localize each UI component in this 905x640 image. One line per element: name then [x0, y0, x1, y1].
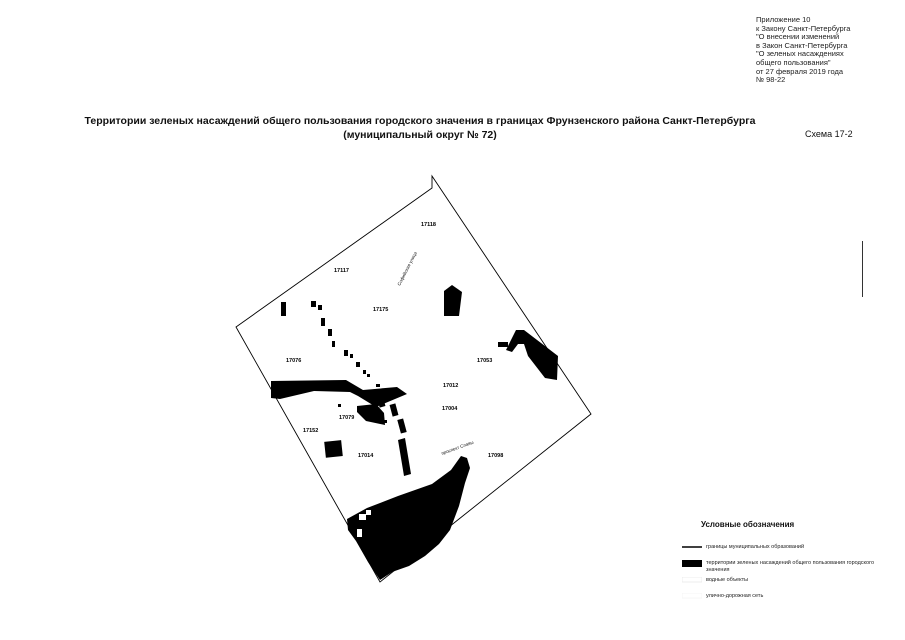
green-area [397, 418, 406, 433]
green-area [328, 329, 332, 336]
green-area [311, 301, 316, 307]
green-area [506, 330, 558, 380]
green-area [338, 404, 341, 407]
water-object [359, 514, 366, 520]
green-area [363, 370, 366, 374]
map-label-17012: 17012 [443, 383, 459, 389]
annex-line: в Закон Санкт-Петербурга [756, 40, 848, 50]
map-label-17098: 17098 [488, 453, 504, 459]
legend-title: Условные обозначения [701, 520, 795, 529]
street-network-icon [682, 593, 702, 599]
street-label-slavy: проспект Славы [440, 439, 475, 456]
annex-line: Приложение 10 [756, 15, 811, 24]
map-label-17117: 17117 [334, 268, 349, 274]
green-area [367, 374, 370, 377]
annex-line: к Закону Санкт-Петербурга [756, 23, 851, 33]
annex-line: № 98-22 [756, 75, 786, 85]
annex-line: "О внесении изменений [756, 32, 840, 42]
map-label-17004: 17004 [442, 406, 458, 412]
map-label-17053: 17053 [477, 358, 493, 364]
green-area [390, 403, 399, 416]
green-area [281, 302, 286, 316]
annex-line: общего пользования" [756, 57, 831, 67]
green-area [384, 420, 387, 423]
legend-text: водные объекты [706, 577, 749, 583]
green-area-fill-icon [682, 560, 702, 568]
street-label-sofiyskaya: Софийская улица [396, 250, 418, 287]
green-area [318, 305, 322, 310]
map-label-17152: 17152 [303, 428, 319, 434]
legend-text: границы муниципальных образований [706, 544, 805, 550]
green-area [376, 384, 380, 387]
water-objects-icon [682, 577, 702, 583]
green-area [321, 318, 325, 326]
green-area [344, 350, 348, 356]
map-label-17079: 17079 [339, 415, 355, 421]
map-label-17014: 17014 [358, 453, 374, 459]
green-area [350, 354, 353, 358]
title-line-2: (муниципальный округ № 72) [343, 129, 497, 141]
green-area [444, 285, 462, 316]
green-area [324, 440, 343, 458]
green-area [398, 438, 411, 476]
green-area [332, 341, 335, 347]
green-area [498, 342, 508, 347]
scheme-number: Схема 17-2 [805, 129, 853, 139]
boundary-line-icon [682, 544, 702, 550]
title-line-1: Территории зеленых насаждений общего пользования городского значения в границах Фрунзенского района Санкт-Петербурга [84, 115, 756, 127]
annex-line: "О зеленых насаждениях [756, 49, 844, 59]
water-object [366, 510, 371, 515]
map-label-17118: 17118 [421, 222, 436, 228]
water-object [357, 529, 362, 537]
green-area [271, 380, 407, 407]
map-label-17076: 17076 [286, 358, 302, 364]
green-area [356, 362, 360, 367]
map-label-17175: 17175 [373, 307, 389, 313]
annex-line: от 27 февраля 2019 года [756, 66, 844, 76]
legend-text: территории зеленых насаждений общего пользования городского значения [706, 560, 875, 573]
legend-text: улично-дорожная сеть [706, 593, 764, 599]
